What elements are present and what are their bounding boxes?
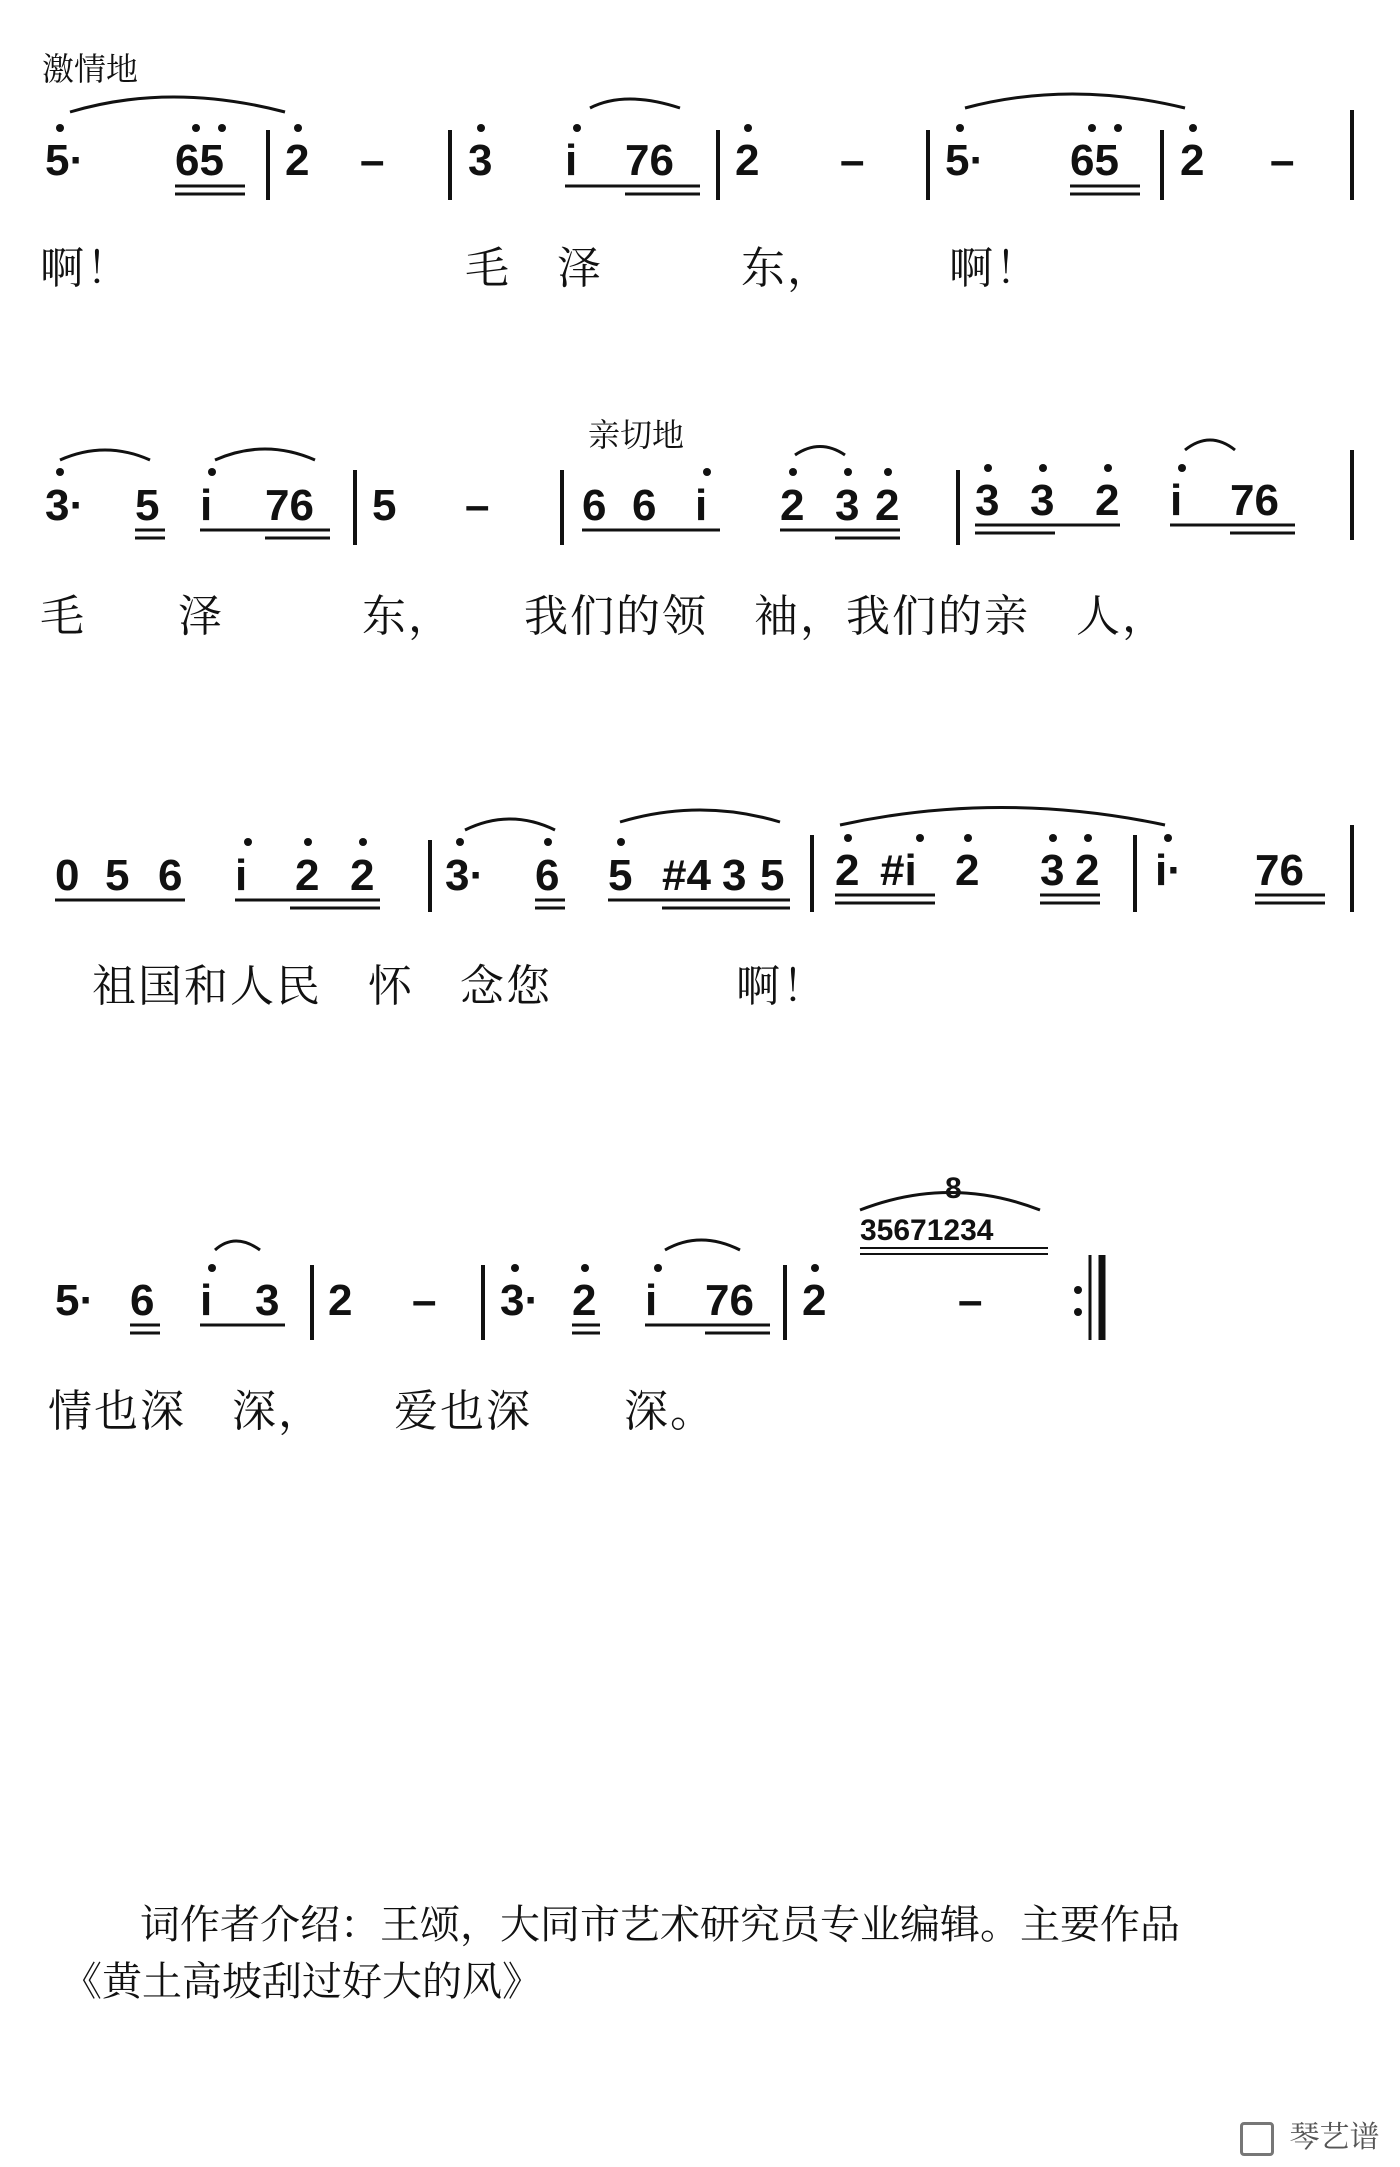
score-row-3: [55, 808, 1352, 913]
note: 6: [535, 851, 560, 900]
note: –: [840, 136, 865, 185]
note: –: [360, 136, 385, 185]
note: 2: [875, 481, 900, 530]
note: i·: [1155, 846, 1182, 895]
note: 5·: [945, 136, 985, 185]
note: –: [412, 1276, 437, 1325]
note: 5: [608, 851, 633, 900]
note: 2: [1095, 476, 1120, 525]
note: i: [695, 481, 708, 530]
note: 2: [1075, 846, 1100, 895]
note: 3: [1040, 846, 1065, 895]
note: 2: [350, 851, 375, 900]
note: #i: [880, 846, 917, 895]
note: 5: [372, 481, 397, 530]
note: 2: [285, 136, 310, 185]
lyrics-line-2: 毛 泽 东， 我们的领 袖，我们的亲 人，: [40, 591, 1168, 642]
note: i: [200, 481, 213, 530]
note: i: [200, 1276, 213, 1325]
note: 65: [175, 136, 224, 185]
note: 2: [295, 851, 320, 900]
note: 3: [1030, 476, 1055, 525]
score-row-2: [45, 440, 1352, 545]
note: 5: [760, 851, 785, 900]
lyricist-intro-line-2: 《黄土高坡刮过好大的风》: [62, 1959, 542, 2005]
note: 3·: [445, 851, 485, 900]
logo-mark-icon: [1240, 2122, 1274, 2156]
note: 3: [835, 481, 860, 530]
note: 0: [55, 851, 80, 900]
note: 3·: [45, 481, 85, 530]
note: 3·: [500, 1276, 540, 1325]
note: 5: [105, 851, 130, 900]
note: –: [1270, 136, 1295, 185]
score-row-4: [55, 1172, 1102, 1340]
note: i: [1170, 476, 1183, 525]
note: 2: [802, 1276, 827, 1325]
note: 2: [735, 136, 760, 185]
note: #4: [662, 851, 711, 900]
note: –: [958, 1276, 983, 1325]
cadenza-notes: 35671234: [860, 1214, 994, 1247]
note: 3: [468, 136, 493, 185]
note: 2: [1180, 136, 1205, 185]
logo-text: 琴艺谱: [1289, 2120, 1380, 2155]
note: 6: [130, 1276, 155, 1325]
site-logo: [1240, 2112, 1380, 2156]
note: 3: [722, 851, 747, 900]
note: 5: [135, 481, 160, 530]
note: 2: [835, 846, 860, 895]
lyrics-line-1b: 毛 泽 东， 啊！: [465, 243, 1041, 294]
lyrics-line-1a: 啊！: [40, 243, 132, 294]
expression-mark-passionate: 激情地: [42, 50, 139, 88]
note: 76: [625, 136, 674, 185]
note: i: [235, 851, 248, 900]
note: 2: [955, 846, 980, 895]
note: 2: [572, 1276, 597, 1325]
lyricist-intro-line-1: 词作者介绍：王颂，大同市艺术研究员专业编辑。主要作品: [140, 1902, 1180, 1948]
note: 6: [582, 481, 607, 530]
note: 76: [1230, 476, 1279, 525]
note: –: [465, 481, 490, 530]
note: 5·: [45, 136, 85, 185]
cadenza-tuplet-number: 8: [945, 1172, 962, 1205]
note: 65: [1070, 136, 1119, 185]
note: 76: [1255, 846, 1304, 895]
note: 6: [158, 851, 183, 900]
note: 3: [975, 476, 1000, 525]
note: i: [565, 136, 578, 185]
note: i: [645, 1276, 658, 1325]
note: 2: [780, 481, 805, 530]
note: 6: [632, 481, 657, 530]
note: 5·: [55, 1276, 95, 1325]
score-row-1: [45, 94, 1352, 200]
note: 3: [255, 1276, 280, 1325]
note: 76: [705, 1276, 754, 1325]
note: 2: [328, 1276, 353, 1325]
expression-mark-intimate: 亲切地: [588, 416, 685, 454]
lyrics-line-4: 情也深 深， 爱也深 深。: [48, 1386, 716, 1437]
note: 76: [265, 481, 314, 530]
lyrics-line-3: 祖国和人民 怀 念您 啊！: [92, 961, 828, 1012]
